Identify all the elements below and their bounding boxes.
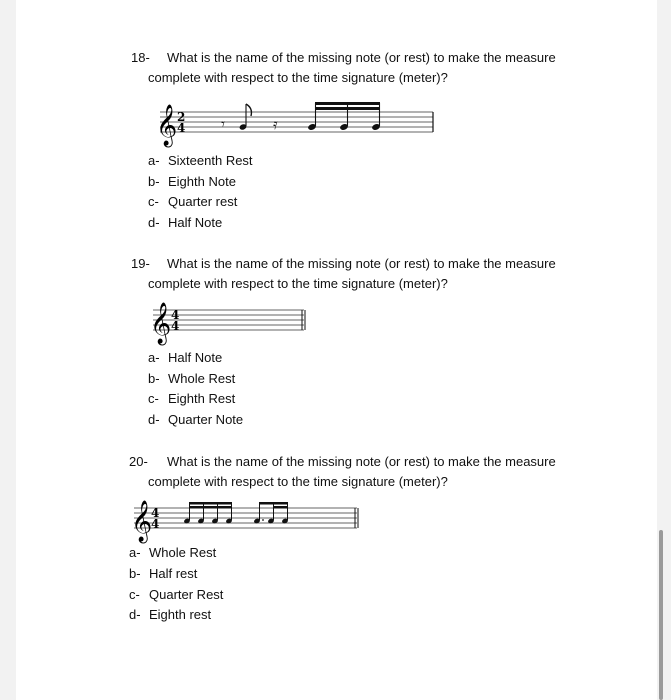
option-letter: c- [129, 587, 140, 602]
question-19-number: 19- [131, 256, 150, 271]
option-letter: a- [148, 350, 160, 365]
question-20-text-line1: What is the name of the missing note (or rest) to make the measure [167, 454, 556, 469]
option-text: Sixteenth Rest [168, 153, 253, 168]
option-text: Half Note [168, 215, 223, 230]
option-letter: d- [129, 607, 141, 622]
option-text: Eighth Note [168, 174, 236, 189]
question-20-option-a [129, 545, 216, 560]
option-text: Quarter rest [168, 194, 238, 209]
question-20-option-c [129, 587, 223, 602]
option-letter: b- [148, 174, 160, 189]
staff-20-lines [134, 508, 357, 528]
question-18-text-line2: complete with respect to the time signature (meter)? [148, 70, 448, 85]
question-20-option-d [129, 607, 211, 622]
question-18-number: 18- [131, 50, 150, 65]
time-signature-19-bottom: 4 [171, 319, 180, 333]
question-18-text-line1: What is the name of the missing note (or rest) to make the measure [167, 50, 556, 65]
treble-clef-20-icon: 𝄞 [131, 501, 153, 542]
question-19-text-line2: complete with respect to the time signature (meter)? [148, 276, 448, 291]
option-text: Half Note [168, 350, 223, 365]
question-20-option-b [129, 566, 197, 581]
treble-clef-19-icon: 𝄞 [150, 303, 172, 344]
time-signature-20-bottom: 4 [151, 517, 160, 531]
treble-clef-18-icon: 𝄞 [156, 105, 178, 146]
option-text: Eighth rest [149, 607, 212, 622]
option-text: Quarter Rest [149, 587, 224, 602]
option-letter: b- [148, 371, 160, 386]
question-20-text-line2: complete with respect to the time signature (meter)? [148, 474, 448, 489]
time-signature-18-bottom: 4 [177, 121, 186, 135]
option-letter: c- [148, 391, 159, 406]
option-text: Eighth Rest [168, 391, 236, 406]
option-letter: a- [148, 153, 160, 168]
question-20-number: 20- [129, 454, 148, 469]
option-letter: d- [148, 412, 160, 427]
option-letter: b- [129, 566, 141, 581]
option-letter: a- [129, 545, 141, 560]
option-text: Quarter Note [168, 412, 244, 427]
option-text: Half rest [149, 566, 198, 581]
option-text: Whole Rest [149, 545, 217, 560]
time-signature-18-top: 2 [177, 110, 186, 124]
option-text: Whole Rest [168, 371, 236, 386]
time-signature-20-top: 4 [151, 506, 160, 520]
option-letter: c- [148, 194, 159, 209]
time-signature-19-top: 4 [171, 308, 180, 322]
option-letter: d- [148, 215, 160, 230]
eighth-rest-icon: 𝄾 [221, 115, 225, 133]
question-19-text-line1: What is the name of the missing note (or rest) to make the measure [167, 256, 556, 271]
sixteenth-rest-icon: 𝄿 [273, 115, 278, 133]
